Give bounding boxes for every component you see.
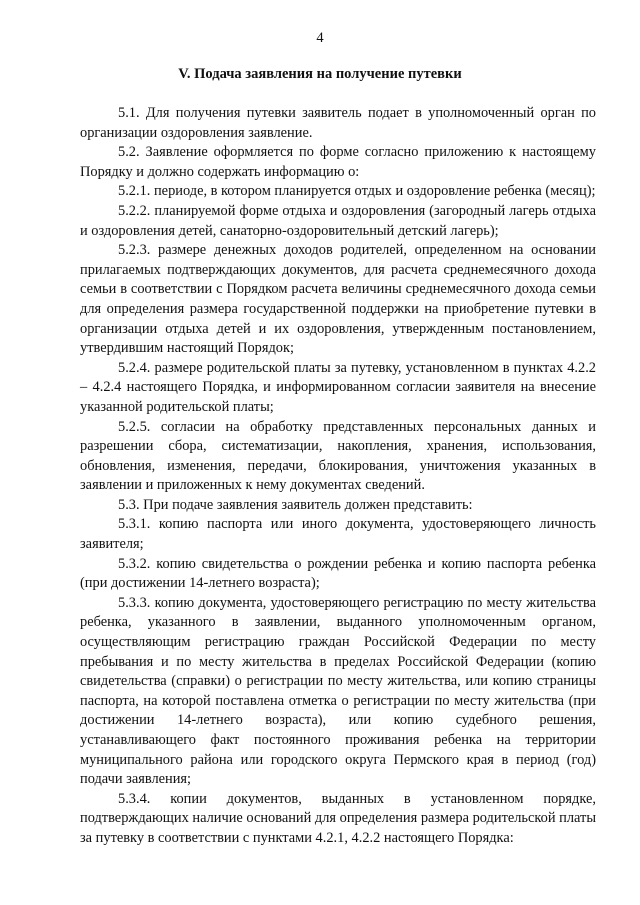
page-number: 4 [316, 30, 324, 46]
paragraph-5-3-3: 5.3.3. копию документа, удостоверяющего регистрацию по месту жительства ребенка, указанного в заявлении, выданного уполномоченным органом, осуществляющим регистрацию граждан Российской Федерации по месту пребывания и по месту жительства в пределах Российской Федерации (копию свидетельства (справки) о регистрации по месту жительства, или копию страницы паспорта, на которой поставлена отметка о регистрации по месту жительства (при достижении 14-летнего возраста), или копию судебного решения, устанавливающего факт постоянного проживания ребенка на территории муниципального района или городского округа Пермского края в период (год) подачи заявления; [80, 594, 596, 788]
paragraph-5-3: 5.3. При подаче заявления заявитель должен представить: [118, 496, 473, 513]
paragraph-5-2-1: 5.2.1. периоде, в котором планируется отдых и оздоровление ребенка (месяц); [118, 183, 596, 200]
paragraph-5-3-2: 5.3.2. копию свидетельства о рождении ребенка и копию паспорта ребенка (при достижении 14-летнего возраста); [80, 555, 596, 592]
paragraph-5-3-1: 5.3.1. копию паспорта или иного документа, удостоверяющего личность заявителя; [80, 516, 596, 553]
paragraph-5-1: 5.1. Для получения путевки заявитель подает в уполномоченный орган по организации оздоровления заявление. [80, 105, 596, 141]
document-body [80, 104, 596, 849]
section-title: V. Подача заявления на получение путевки [178, 66, 462, 82]
paragraph-5-2-3: 5.2.3. размере денежных доходов родителей, определенном на основании прилагаемых подтверждающих документов, для расчета среднемесячного дохода семьи в соответствии с Порядком расчета величины среднемесячного дохода семьи для определения размера государственной поддержки на приобретение путевки в организации отдыха детей и их оздоровления, утвержденным постановлением, утвердившим настоящий Порядок; [80, 242, 596, 357]
paragraph-5-2: 5.2. Заявление оформляется по форме согласно приложению к настоящему Порядку и должно содержать информацию о: [80, 144, 596, 180]
paragraph-5-3-4: 5.3.4. копии документов, выданных в установленном порядке, подтверждающих наличие оснований для определения размера родительской платы за путевку в соответствии с пунктами 4.2.1, 4.2.2 настоящего Порядка: [80, 790, 596, 846]
paragraph-5-2-2: 5.2.2. планируемой форме отдыха и оздоровления (загородный лагерь отдыха и оздоровления детей, санаторно-оздоровительный детский лагерь); [80, 202, 596, 239]
paragraph-5-2-5: 5.2.5. согласии на обработку представленных персональных данных и разрешении сбора, систематизации, накопления, хранения, использования, обновления, изменения, передачи, блокирования, уничтожения указанных в заявлении и приложенных к нему документах сведений. [80, 418, 596, 494]
paragraph-5-2-4: 5.2.4. размере родительской платы за путевку, установленном в пунктах 4.2.2 – 4.2.4 настоящего Порядка, и информированном согласии заявителя на внесение указанной родительской платы; [80, 359, 596, 415]
